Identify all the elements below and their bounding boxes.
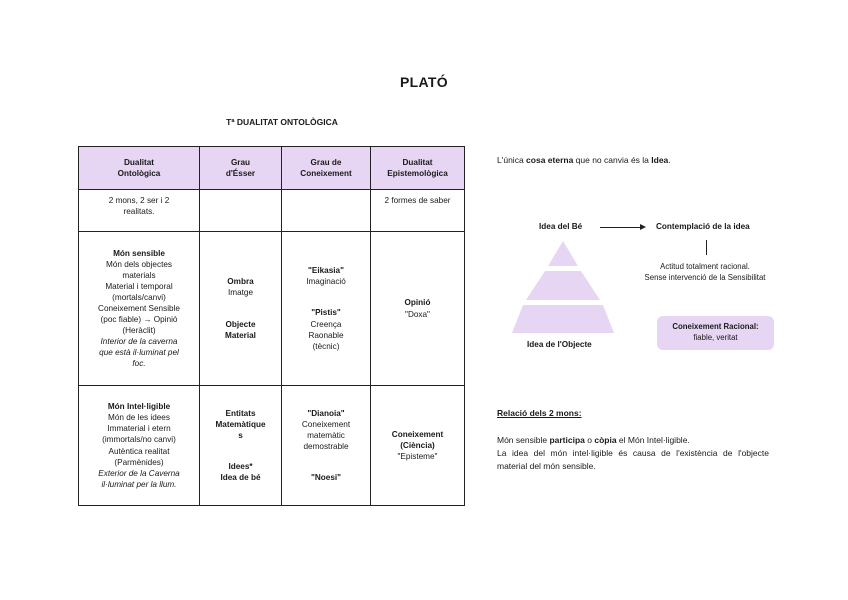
intro-cell: 2 mons, 2 ser i 2 realitats. (79, 190, 200, 232)
page-title: PLATÓ (400, 74, 448, 90)
section-title: Tª DUALITAT ONTOLÒGICA (226, 117, 338, 127)
table-row-intelligible (79, 386, 465, 506)
empty-cell (282, 190, 371, 232)
pyramid-level-middle (526, 271, 600, 300)
rational-knowledge-box: Coneixement Racional: fiable, veritat (657, 316, 774, 350)
intelligible-world-cell: Món Intel·ligible Món de les idees Immaterial i etern (immortals/no canvi) Autèntica realitat (Parmènides) Exterior de la Caverna il·luminat per la llum. (79, 386, 200, 506)
header-grau-esser: Grau d'Ésser (200, 147, 282, 190)
eternal-idea-note: L'única cosa eterna que no canvia és la Idea. (497, 155, 671, 165)
header-dualitat-epistemologica: Dualitat Epistemològica (371, 147, 465, 190)
arrow-line (600, 227, 644, 228)
sensible-being-cell: Ombra Imatge Objecte Material (200, 232, 282, 386)
vertical-connector (706, 240, 707, 255)
actitud-text: Actitud totalment racional. Sense intervenció de la Sensibilitat (644, 262, 766, 282)
sensible-epistemology-cell: Opinió "Doxa" (371, 232, 465, 386)
contemplacio-label: Contemplació de la idea (656, 222, 750, 231)
pyramid-level-bottom (512, 305, 614, 333)
empty-cell (200, 190, 282, 232)
header-grau-coneixement: Grau de Coneixement (282, 147, 371, 190)
arrow-right-icon (640, 224, 646, 230)
header-dualitat-ontologica: Dualitat Ontològica (79, 147, 200, 190)
pyramid-level-top (548, 241, 578, 266)
intelligible-epistemology-cell: Coneixement (Ciència) "Episteme" (371, 386, 465, 506)
relacio-title: Relació dels 2 mons: (497, 408, 582, 418)
intro-forms-cell: 2 formes de saber (371, 190, 465, 232)
sensible-world-cell: Món sensible Món dels objectes materials Material i temporal (mortals/canvi) Coneixement Sensible (poc fiable) → Opinió (Heràclit) Interior de la caverna que està il·luminat pel foc. (79, 232, 200, 386)
ontology-table (78, 146, 465, 506)
table-row (79, 190, 465, 232)
intelligible-being-cell: Entitats Matemàtique s Idees* Idea de bé (200, 386, 282, 506)
idea-objecte-label: Idea de l'Objecte (527, 340, 592, 349)
relacio-text: Món sensible participa o còpia el Món Intel·ligible. La idea del món intel·ligible és causa de l'existència de l'objecte material del món sensible. (497, 435, 769, 472)
table-header-row (79, 147, 465, 190)
sensible-knowledge-cell: "Eikasia" Imaginació "Pistis" Creença Raonable (tècnic) (282, 232, 371, 386)
pyramid-diagram (508, 238, 618, 336)
table-row-sensible (79, 232, 465, 386)
idea-del-be-label: Idea del Bé (539, 222, 583, 231)
intelligible-knowledge-cell: "Dianoia" Coneixement matemàtic demostrable "Noesi" (282, 386, 371, 506)
